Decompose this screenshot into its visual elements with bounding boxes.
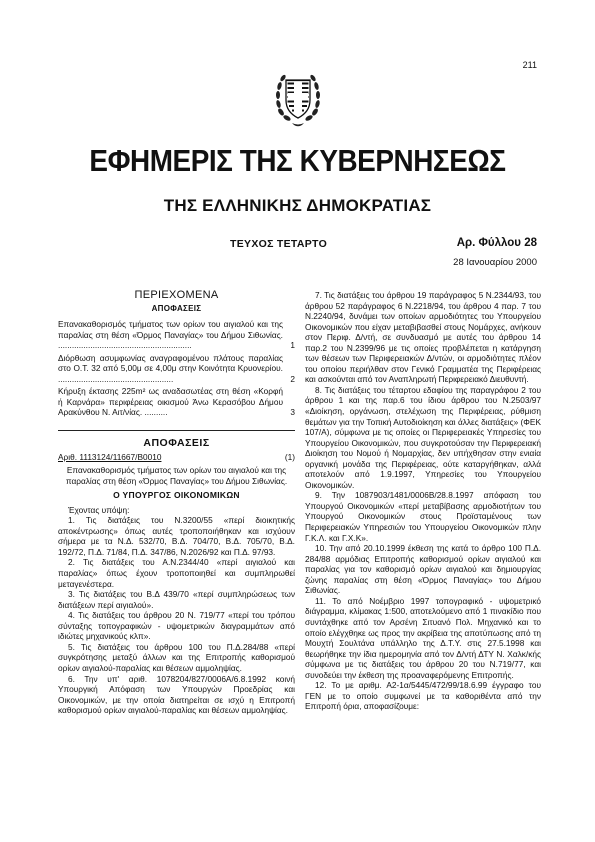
body-paragraph: 6. Την υπ' αριθ. 1078204/827/0006Α/6.8.1992 κοινή Υπουργική Απόφαση των Υπουργών Προεδρίας και Οικονομικών, με την οποία διατηρείται σε ισχύ η Επιτροπή καθορισμού ορίων αιγιαλού-παραλίας και θέσεων αμμοληψίας. <box>58 673 295 716</box>
decisions-heading: ΑΠΟΦΑΣΕΙΣ <box>143 437 210 450</box>
left-column <box>58 290 295 716</box>
toc-item-text: Κήρυξη έκτασης 225m² ως αναδασωτέας στη θέση «Κορφή ή Καρνάρα» περιφέρειας οικισμού Άνω Κερασόβου Δήμου Αρακύνθου Ν. Αιτ/νίας. .......... <box>58 386 283 418</box>
contents-heading: ΠΕΡΙΕΧΟΜΕΝΑ <box>134 289 219 301</box>
toc-item-text: Διόρθωση ασυμφωνίας αναγραφομένου πλάτους παραλίας στο Ο.Τ. 32 από 5,00μ σε 4,00μ στην Κοινότητα Κρυονερίου. .................................................. <box>58 352 283 384</box>
toc-item <box>58 353 295 385</box>
contents-section-heading: ΑΠΟΦΑΣΕΙΣ <box>151 303 202 313</box>
decision-ref-number: Αριθ. 1113124/11667/Β0010 <box>58 451 162 462</box>
body-paragraph: 2. Τις διατάξεις του Α.Ν.2344/40 «περί αιγιαλού και παραλίας» όπως έχουν τροποποιηθεί και συμπληρωθεί μεταγενέστερα. <box>58 557 295 589</box>
issue-date: 28 Ιανουαρίου 2000 <box>453 257 537 268</box>
ministry-heading: Ο ΥΠΟΥΡΓΟΣ ΟΙΚΟΝΟΜΙΚΩΝ <box>113 490 240 501</box>
gazette-title: ΕΦΗΜΕΡΙΣ ΤΗΣ ΚΥΒΕΡΝΗΣΕΩΣ <box>89 143 506 178</box>
toc-item-page: 1 <box>290 340 295 351</box>
sheet-number: Αρ. Φύλλου 28 <box>456 237 537 249</box>
body-paragraph: 11. Το από Νοέμβριο 1997 τοπογραφικό - υψομετρικό διάγραμμα, κλίμακας 1:500, αποτελούμενο από 1 πινακίδιο που συντάχθηκε από τον Αρσένη Σιτυανό Πολ. Μηχανικό και το οποίο ελέγχθηκε ως προς την ακρίβεια της αποτύπωσης από τη Μουχτή Σουλτάνα υπάλληλο της Δ.Τ.Υ. στις 27.5.1998 και θεωρήθηκε την ίδια ημερομηνία από τον Δ/ντή ΔΤΥ Ν. Χαλκ/κής σύμφωνα με τις διατάξεις του άρθρου 20 του Ν.719/77, και συνοδεύει την έκθεση της προαναφερόμενης Επιτροπής. <box>305 595 541 680</box>
decision-reference <box>58 452 295 463</box>
toc-item-page: 2 <box>290 373 295 384</box>
toc-item <box>58 319 295 351</box>
body-paragraph: 1. Τις διατάξεις του Ν.3200/55 «περί διοικητικής αποκέντρωσης» όπως αυτές τροποποιήθηκαν και ισχύουν σήμερα με τα Ν.Δ. 532/70, Β.Δ. 704/70, Β.Δ. 705/70, Β.Δ. 192/72, Π.Δ. 71/84, Π.Δ. 347/86, Ν.2026/92 και Π.Δ. 97/93. <box>58 515 295 557</box>
page-number: 211 <box>522 60 537 70</box>
body-paragraph: Έχοντας υπόψη: <box>68 504 130 515</box>
body-paragraph: 7. Τις διατάξεις του άρθρου 19 παράγραφος 5 Ν.2344/93, του άρθρου 52 παράγραφος 6 Ν.2218/94, του άρθρου 4 παρ. 7 του Ν.2240/94, δυνάμει των οποίων αρμοδιότητες του Υπουργείου Οικονομικών που είχαν μεταβιβασθεί στους Νομάρχες, ανήκουν στον Περιφ. Δ/ντή, σε συνδυασμό με αυτές του άρθρου 14 παρ.2 του Ν.2399/96 με τις οποίες προβλέπεται η κατάργηση των θέσεων των Περιφερειακών Δ/ντών, οι αρμοδιότητες πλέον του οποίου περιήλθαν στον Γενικό Γραμματέα της Περιφέρειας και ασκούνται από τον Αναπληρωτή Περιφερειακό Διευθυντή. <box>305 290 541 385</box>
greek-coat-of-arms-emblem <box>274 68 322 128</box>
toc-item-text: Επανακαθορισμός τμήματος των ορίων του αιγιαλού και της παραλίας στη θέση «Όρμος Παναγίας» του Δήμου Σιθωνίας. .......................................................... <box>58 319 283 351</box>
body-paragraph: 3. Τις διατάξεις του Β.Δ 439/70 «περί συμπληρώσεως των διατάξεων περί αιγιαλού». <box>58 589 295 610</box>
issue-type: ΤΕΥΧΟΣ ΤΕΤΑΡΤΟ <box>230 238 328 250</box>
body-paragraph: 9. Την 1087903/1481/0006Β/28.8.1997 απόφαση του Υπουργού Οικονομικών «περί μεταβίβασης αρμοδιοτήτων του Υπουργού Οικονομικών στους Προϊσταμένους των Περιφερειακών Υπηρεσιών του Υπουργείου Οικονομικών πλην Γ.Κ.Λ. και Γ.Χ.Κ». <box>305 490 541 543</box>
toc-item <box>58 386 295 418</box>
right-column <box>305 290 541 712</box>
decision-ref-index: (1) <box>284 451 295 462</box>
body-paragraph: 8. Τις διατάξεις του τέταρτου εδαφίου της παραγράφου 2 του άρθρου 1 και της παρ.6 του ίδιου άρθρου του Ν.2503/97 «Διοίκηση, οργάνωση, στελέχωση της Περιφέρειας, ρύθμιση θεμάτων για την Τοπική Αυτοδιοίκηση και άλλες διατάξεις» (ΦΕΚ 107/Α), σύμφωνα με τις οποίες οι Περιφερειακές Υπηρεσίες του Υπουργείου Οικονομικών, που συγκροτούσαν την Περιφερειακή Διοίκηση του Νομού ή Νομαρχίας, δεν υπήχθησαν στην ενιαία οργανική μονάδα της Περιφέρειας, ούτε καταργήθηκαν, αλλά αποτελούν από 1.9.1997, Υπηρεσίες του Υπουργείου Οικονομικών. <box>305 384 541 490</box>
body-paragraph: 10. Την από 20.10.1999 έκθεση της κατά το άρθρο 100 Π.Δ. 284/88 αρμόδιας Επιτροπής καθορισμού ορίων αιγιαλού και παραλίας για τον καθορισμό ορίων αιγιαλού και δημιουργίας ζώνης παραλίας στη θέση «Όρμος Παναγίας» του Δήμου Σιθωνίας. <box>305 543 541 596</box>
gazette-subtitle: ΤΗΣ ΕΛΛΗΝΙΚΗΣ ΔΗΜΟΚΡΑΤΙΑΣ <box>163 196 432 215</box>
section-divider <box>58 430 295 431</box>
body-paragraph: 4. Τις διατάξεις του άρθρου 20 Ν. 719/77 «περί του τρόπου σύνταξης τοπογραφικών - υψομετρικών διαγραμμάτων από ιδιώτες μηχανικούς κλπ». <box>58 610 295 642</box>
body-paragraph: 12. Το με αριθμ. Α2-1α/5445/472/99/18.6.99 έγγραφο του ΓΕΝ με το οποίο συμφωνεί με τα καθοριθέντα από την Επιτροπή όρια, αποφασίζουμε: <box>305 680 541 712</box>
toc-item-page: 3 <box>290 407 295 418</box>
body-paragraph: 5. Τις διατάξεις του άρθρου 100 του Π.Δ.284/88 «περί συγκρότησης μεταξύ άλλων και της Επιτροπής καθορισμού ορίων αιγιαλού-παραλίας και θέσεων αμμοληψίας. <box>58 641 295 673</box>
decision-summary: Επανακαθορισμός τμήματος των ορίων του αιγιαλού και της παραλίας στη θέση «Όρμος Παναγίας» του Δήμου Σιθωνίας. <box>65 465 288 486</box>
